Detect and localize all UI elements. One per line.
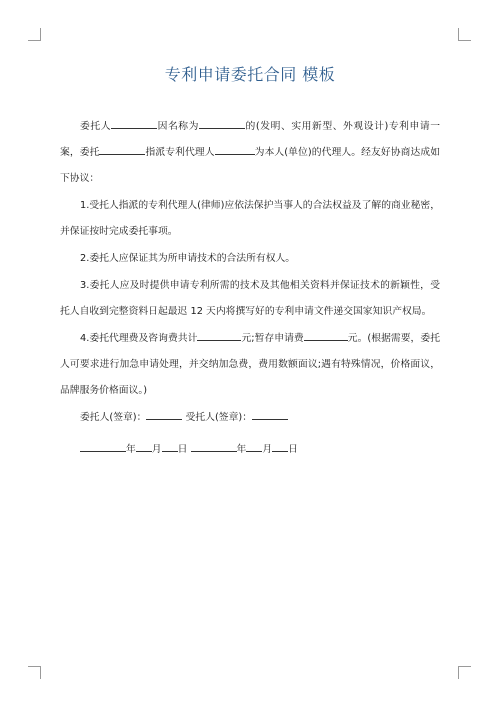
signature-line <box>60 405 440 431</box>
text-application-fee: 元;暂存申请费 <box>241 333 304 344</box>
blank-client-name <box>111 117 157 129</box>
blank-patent-name <box>199 117 245 129</box>
label-day-2: 日 <box>288 444 298 455</box>
crop-mark-bottom-left <box>28 666 41 679</box>
blank-day-2 <box>272 440 288 452</box>
blank-agent-signature <box>252 408 288 420</box>
text-agency-fee: 4.委托代理费及咨询费共计 <box>80 333 198 344</box>
label-year-1: 年 <box>126 444 136 455</box>
paragraph-intro <box>60 114 440 192</box>
text-client: 委托人 <box>80 121 112 132</box>
contract-body <box>60 114 440 464</box>
clause-1: 1.受托人指派的专利代理人(律师)应依法保护当事人的合法权益及了解的商业秘密，并保证按时完成委托事项。 <box>60 200 440 237</box>
blank-day-1 <box>162 440 178 452</box>
label-agent-signature: 受托人(签章)： <box>185 412 252 423</box>
clause-3: 3.委托人应及时提供申请专利所需的技术及其他相关资料并保证技术的新颖性，受托人自收到完整资料日起最迟 12 天内将撰写好的专利申请文件递交国家知识产权局。 <box>60 280 440 317</box>
blank-month-2 <box>246 440 262 452</box>
text-agreement: 为本人(单位)的代理人。经友好协商达成如下协议： <box>60 147 440 184</box>
text-because-name: 因名称为 <box>157 121 199 132</box>
blank-year-2 <box>191 440 237 452</box>
blank-agency <box>99 143 145 155</box>
blank-agent-name <box>215 143 255 155</box>
label-month-2: 月 <box>262 444 273 455</box>
clause-2: 2.委托人应保证其为所申请技术的合法所有权人。 <box>80 253 296 264</box>
label-day-1: 日 <box>177 444 188 455</box>
label-year-2: 年 <box>236 444 247 455</box>
clause-4 <box>60 326 440 404</box>
label-client-signature: 委托人(签章)： <box>80 412 147 423</box>
blank-year-1 <box>80 440 126 452</box>
crop-mark-top-left <box>28 28 41 41</box>
crop-mark-top-right <box>458 28 471 41</box>
label-month-1: 月 <box>151 444 162 455</box>
crop-mark-bottom-right <box>458 666 471 679</box>
date-line <box>60 437 440 463</box>
text-patent-type: 的(发明、实用新型、外观设计)专利申请一案，委托 <box>60 121 441 158</box>
document-title: 专利申请委托合同 模板 <box>164 65 336 84</box>
blank-month-1 <box>136 440 152 452</box>
blank-application-fee <box>304 329 348 341</box>
blank-agency-fee <box>197 329 241 341</box>
text-fee-notes: 元。(根据需要，委托人可要求进行加急申请处理，并交纳加急费，费用数额面议;遇有特殊情况，价格面议，品牌服务价格面议。) <box>60 333 440 396</box>
text-assign-agent: 指派专利代理人 <box>145 147 215 158</box>
blank-client-signature <box>146 408 182 420</box>
